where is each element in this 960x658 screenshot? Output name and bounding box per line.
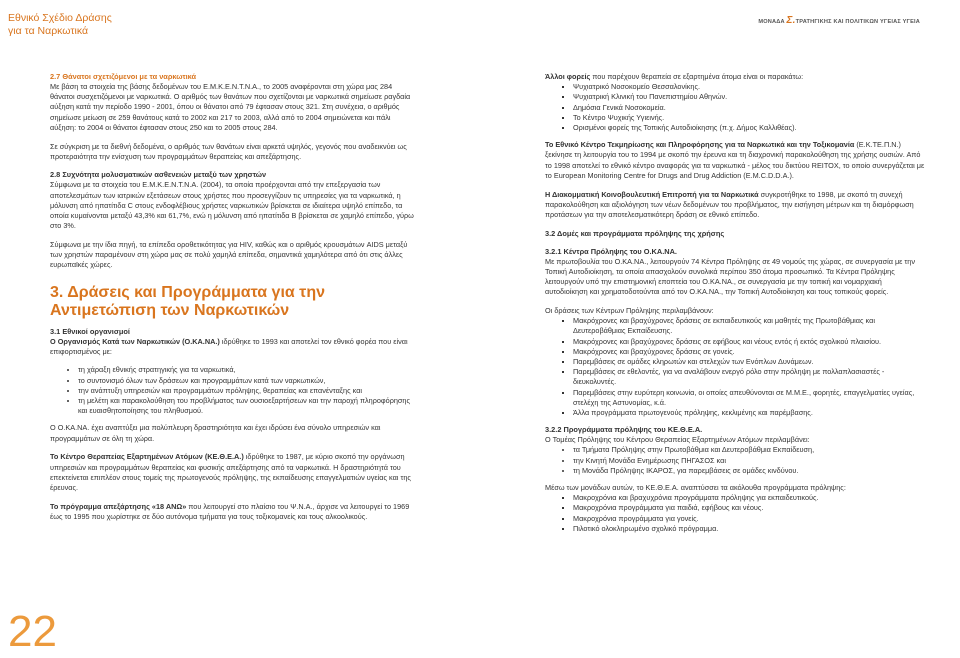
list-item: ▪ Δημόσια Γενικά Νοσοκομεία.: [573, 103, 925, 113]
kethea-programs-list: [545, 493, 925, 534]
other-bodies-paragraph: Άλλοι φορείς που παρέχουν θεραπεία σε εξαρτημένα άτομα είναι οι παρακάτω:: [545, 72, 804, 81]
list-item: ▪ Παρεμβάσεις στην ευρύτερη κοινωνία, οι οποίες απευθύνονται σε Μ.Μ.Ε., φορητές, επαγγελματίες υγείας, στελέχη της Αστυνομίας, κ.ά.: [573, 388, 925, 408]
list-item: • τη Μονάδα Πρόληψης ΙΚΑΡΟΣ, για παρεμβάσεις σε ομάδες κινδύνου.: [573, 466, 925, 476]
list-item: ▪ Ψυχιατρική Κλινική του Πανεπιστημίου Αθηνών.: [573, 92, 925, 102]
list-item: ▪ Το Κέντρο Ψυχικής Υγιεινής.: [573, 113, 925, 123]
left-column: [50, 72, 414, 531]
unit-logo: ΜΟΝΑΔΑ Σ.ΤΡΑΤΗΓΙΚΗΣ ΚΑΙ ΠΟΛΙΤΙΚΩΝ ΥΓΕΙΑΣ ΥΓΕΙΑ: [758, 15, 920, 26]
list-item: • τη χάραξη εθνικής στρατηγικής για τα ναρκωτικά,: [78, 365, 414, 375]
section-2-8-heading: 2.8 Συχνότητα μολυσματικών ασθενειών μεταξύ των χρηστών: [50, 170, 267, 180]
list-item: ▪ Μακρόχρονες και βραχύχρονες δράσεις σε εφήβους και νέους εντός ή εκτός σχολικού πλαισίου.: [573, 337, 925, 347]
header-title-line1: Εθνικό Σχέδιο Δράσης: [8, 12, 112, 24]
list-item: • την ανάπτυξη υπηρεσιών και προγραμμάτων πρόληψης, θεραπείας και επανένταξης και: [78, 386, 414, 396]
document-header-title: [8, 12, 112, 38]
section-3-2-1-text: Με πρωτοβουλία του Ο.ΚΑ.ΝΑ., λειτουργούν 74 Κέντρα Πρόληψης σε 49 νομούς της χώρας, σε συνεργασία με την Τοπική Αυτοδιοίκηση, τα οποία απασχολούν συνολικά περίπου 350 άτομα προσωπικό. Τα Κέντρα Πρόληψης λειτουργούν υπό την επιστημονική εποπτεία του Ο.ΚΑ.ΝΑ., σε συνεργασία με την τοπική και νομαρχιακή αυτοδιοίκηση και χρηματοδοτούνται από τον Ο.ΚΑ.ΝΑ., την Τοπική Αυτοδιοίκηση και τους τοπικούς φορείς.: [545, 256, 916, 297]
list-item: ▪ Παρεμβάσεις σε εθελοντές, για να αναλάβουν ενεργό ρόλο στην πρόληψη με πολλαπλασιαστές - διευκολυντές.: [573, 367, 925, 387]
section-3-2-2-heading: 3.2.2 Προγράμματα πρόληψης του ΚΕ.Θ.Ε.Α.: [545, 425, 703, 435]
list-item: • το συντονισμό όλων των δράσεων και προγραμμάτων κατά των ναρκωτικών,: [78, 376, 414, 386]
section-2-7-text2: Σε σύγκριση με τα διεθνή δεδομένα, ο αριθμός των θανάτων είναι αρκετά υψηλός, γεγονός που αναδεικνύει ως προτεραιότητα την ενίσχυση των προγραμμάτων θεραπείας και απεξάρτησης.: [50, 141, 407, 161]
okana-activity-text: Ο Ο.ΚΑ.ΝΑ. έχει αναπτύξει μια πολύπλευρη δραστηριότητα και έχει ιδρύσει ένα σύνολο υπηρεσιών και προγραμμάτων σε όλη τη χώρα.: [50, 423, 381, 443]
okana-paragraph: Ο Οργανισμός Κατά των Ναρκωτικών (Ο.ΚΑ.ΝΑ.) ιδρύθηκε το 1993 και αποτελεί τον εθνικό φορέα που είναι επιφορτισμένος με:: [50, 336, 408, 356]
section-3-heading: 3. Δράσεις και Προγράμματα για την Αντιμετώπιση των Ναρκωτικών: [50, 283, 325, 319]
list-item: • τα Τμήματα Πρόληψης στην Πρωτοβάθμια και Δευτεροβάθμια Εκπαίδευση,: [573, 445, 925, 455]
section-2-8-text2: Σύμφωνα με την ίδια πηγή, τα επίπεδα οροθετικότητας για HIV, καθώς και ο αριθμός κρουσμάτων AIDS μεταξύ των χρηστών παραμένουν στη χώρα μας σε πολύ χαμηλά επίπεδα, σημαντικά χαμηλότερα από ότι στις άλλες ευρωπαϊκές χώρες.: [50, 239, 408, 270]
okana-duties-list: [50, 365, 414, 416]
list-item: ▪ Μακροχρόνια προγράμματα για γονείς.: [573, 514, 925, 524]
list-item: ▪ Μακρόχρονες και βραχύχρονες δράσεις σε εκπαιδευτικούς και μαθητές της Πρωτοβάθμιας και Δευτεροβάθμιας Εκπαίδευσης.: [573, 316, 925, 336]
ano-program-paragraph: Το πρόγραμμα απεξάρτησης «18 ΑΝΩ» που λειτουργεί στο πλαίσιο του Ψ.Ν.Α., άρχισε να λειτουργεί το 1969 έως το 1995 που χωρίστηκε σε δύο αυτόνομα τμήματα για τους τοξικομανείς και τους αλκοολικούς.: [50, 501, 410, 521]
committee-paragraph: Η Διακομματική Κοινοβουλευτική Επιτροπή για τα Ναρκωτικά συγκροτήθηκε το 1998, με σκοπό τη συνεχή παρακολούθηση και αξιολόγηση των νέων δεδομένων του προβλήματος, την εισήγηση μέτρων και τη διαμόρφωση προτάσεων για την αποτελεσματικότερη δράση σε εθνικό επίπεδο.: [545, 189, 914, 219]
section-2-8-text: Σύμφωνα με τα στοιχεία του Ε.Μ.Κ.Ε.Ν.Τ.Ν.Α. (2004), τα οποία προέρχονται από την επεξεργασία των αποτελεσμάτων των ιατρικών εξετάσεων στους χρήστες που προσεγγίζουν τις υπηρεσίες για τα ναρκωτικά, η μόλυνση από ηπατίτιδα C στους ενδοφλέβιους χρήστες ναρκωτικών βρίσκεται σε ιδιαίτερα υψηλό επίπεδο, τα οποία κυμαίνονται μεταξύ 43,3% και 61,7%, ενώ η μόλυνση από ηπατίτιδα Β βρίσκεται σε χαμηλό επίπεδο, γύρω στο 3%.: [50, 180, 414, 231]
list-item: ▪ Μακρόχρονες και βραχύχρονες δράσεις σε γονείς.: [573, 347, 925, 357]
list-item: • την Κινητή Μονάδα Ενημέρωσης ΠΗΓΑΣΟΣ και: [573, 456, 925, 466]
list-item: ▪ Μακροχρόνια προγράμματα για παιδιά, εφήβους και νέους.: [573, 503, 925, 513]
kethea-paragraph: Το Κέντρο Θεραπείας Εξαρτημένων Ατόμων (ΚΕ.Θ.Ε.Α.) ιδρύθηκε το 1987, με κύριο σκοπό την οργάνωση υπηρεσιών και προγραμμάτων θεραπείας και φυσικής απεξάρτησης από τα ναρκωτικά. Η δραστηριότητά του επεκτείνεται επιπλέον στους τομείς της πρωτογενούς πρόληψης, της εκπαίδευσης επαγγελματιών υγείας και της έρευνας.: [50, 452, 411, 492]
other-bodies-list: [545, 82, 925, 133]
section-3-2-heading: 3.2 Δομές και προγράμματα πρόληψης της χρήσης: [545, 228, 725, 238]
list-item: ▪ Πιλοτικό ολοκληρωμένο σχολικό πρόγραμμα.: [573, 524, 925, 534]
list-item: • τη μελέτη και παρακολούθηση του προβλήματος των ουσιοεξαρτήσεων και την παροχή πληροφόρησης και ευαισθητοποίησης του πληθυσμού.: [78, 396, 414, 416]
section-3-2-1-heading: 3.2.1 Κέντρα Πρόληψης του Ο.ΚΑ.ΝΑ.: [545, 246, 677, 256]
ektepn-paragraph: Το Εθνικό Κέντρο Τεκμηρίωσης και Πληροφόρησης για τα Ναρκωτικά και την Τοξικομανία (Ε.Κ.ΤΕ.Π.Ν.) ξεκίνησε τη λειτουργία του το 1994 με σκοπό την έρευνα και τη διαχρονική παρακολούθηση της χρήσης ουσιών. Από το 1998 αποτελεί το εθνικό κέντρο αναφοράς για τα ναρκωτικά - μέλος του δικτύου REITOX, το οποίο συνεργάζεται με το European Monitoring Centre for Drugs and Drug Addiction (E.M.C.D.D.A.).: [545, 140, 925, 180]
header-title-line2: για τα Ναρκωτικά: [8, 25, 89, 37]
list-item: ▪ Παρεμβάσεις σε ομάδες κληρωτών και στελεχών των Ενόπλων Δυνάμεων.: [573, 357, 925, 367]
page-number: 22: [8, 607, 57, 656]
section-3-2-2-text: Ο Τομέας Πρόληψης του Κέντρου Θεραπείας Εξαρτημένων Ατόμων περιλαμβάνει:: [545, 435, 810, 445]
list-item: ▪ Μακροχρόνια και βραχυχρόνια προγράμματα πρόληψης για εκπαιδευτικούς.: [573, 493, 925, 503]
section-3-2-1-text2: Οι δράσεις των Κέντρων Πρόληψης περιλαμβάνουν:: [545, 305, 714, 315]
unit-logo-mark: Σ.: [786, 15, 796, 26]
list-item: ▪ Άλλα προγράμματα πρωτογενούς πρόληψης, κεκλιμένης και παρέμβασης.: [573, 408, 925, 418]
prevention-actions-list: [545, 316, 925, 418]
section-2-7-heading: 2.7 Θάνατοι σχετιζόμενοι με τα ναρκωτικά: [50, 72, 197, 81]
section-3-2-2-text2: Μέσω των μονάδων αυτών, το ΚΕ.Θ.Ε.Α. αναπτύσσει τα ακόλουθα προγράμματα πρόληψης:: [545, 483, 846, 492]
list-item: ▪ Ψυχιατρικό Νοσοκομείο Θεσσαλονίκης.: [573, 82, 925, 92]
right-column: [545, 72, 925, 541]
section-3-1-heading: 3.1 Εθνικοί οργανισμοί: [50, 326, 130, 336]
kethea-units-list: [545, 445, 925, 476]
list-item: ▪ Ορισμένοι φορείς της Τοπικής Αυτοδιοίκησης (π.χ. Δήμος Καλλιθέας).: [573, 123, 925, 133]
section-2-7-text: Με βάση τα στοιχεία της βάσης δεδομένων του Ε.Μ.Κ.Ε.Ν.Τ.Ν.Α., το 2005 αναφέρονται στη χώρα μας 284 θάνατοι συσχετιζόμενοι με ναρκωτικά. Ο αριθμός των θανάτων που σχετίζονται με ναρκωτικά σημείωσε ραγδαία αύξηση κατά την περίοδο 1990 - 2001, όπου οι θάνατοι από 79 έφτασαν στους 321. Στη συνέχεια, ο αριθμός σημείωσε μείωση σε 259 θανάτους κατά το 2002 και 217 το 2003, αλλά από το 2004 σημειώνεται και πάλι αύξηση: το 2004 οι θάνατοι έφτασαν στους 250 και το 2005 στους 284.: [50, 82, 411, 132]
